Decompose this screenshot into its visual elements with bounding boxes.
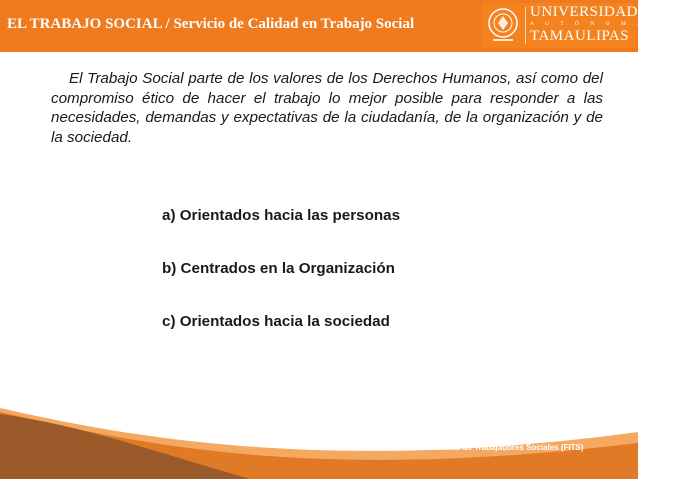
intro-paragraph: El Trabajo Social parte de los valores de los Derechos Humanos, así como del compromiso ético de hacer el trabajo lo mejor posible para responder a las necesidades, demandas y expectativas de la ciudadanía, de la organización y de la sociedad. <box>51 70 603 146</box>
list-item-b: b) Centrados en la Organización <box>162 260 395 277</box>
source-citation: FUENTE:Federación Internacional de Trabajadores Sociales (FITS) <box>331 443 584 452</box>
university-shield-icon <box>484 5 522 45</box>
logo-divider <box>525 7 526 44</box>
list-item-c: c) Orientados hacia la sociedad <box>162 313 390 330</box>
footer-decoration <box>0 380 638 479</box>
header-bar <box>0 0 676 52</box>
slide-title: EL TRABAJO SOCIAL / Servicio de Calidad en Trabajo Social <box>7 16 415 32</box>
logo-line-tamaulipas: TAMAULIPAS <box>530 28 630 44</box>
university-logo <box>482 3 676 48</box>
logo-line-autonoma: A U T Ó N O M A D E <box>530 21 676 27</box>
list-item-a: a) Orientados hacia las personas <box>162 207 401 224</box>
logo-line-universidad: UNIVERSIDAD <box>530 4 638 20</box>
